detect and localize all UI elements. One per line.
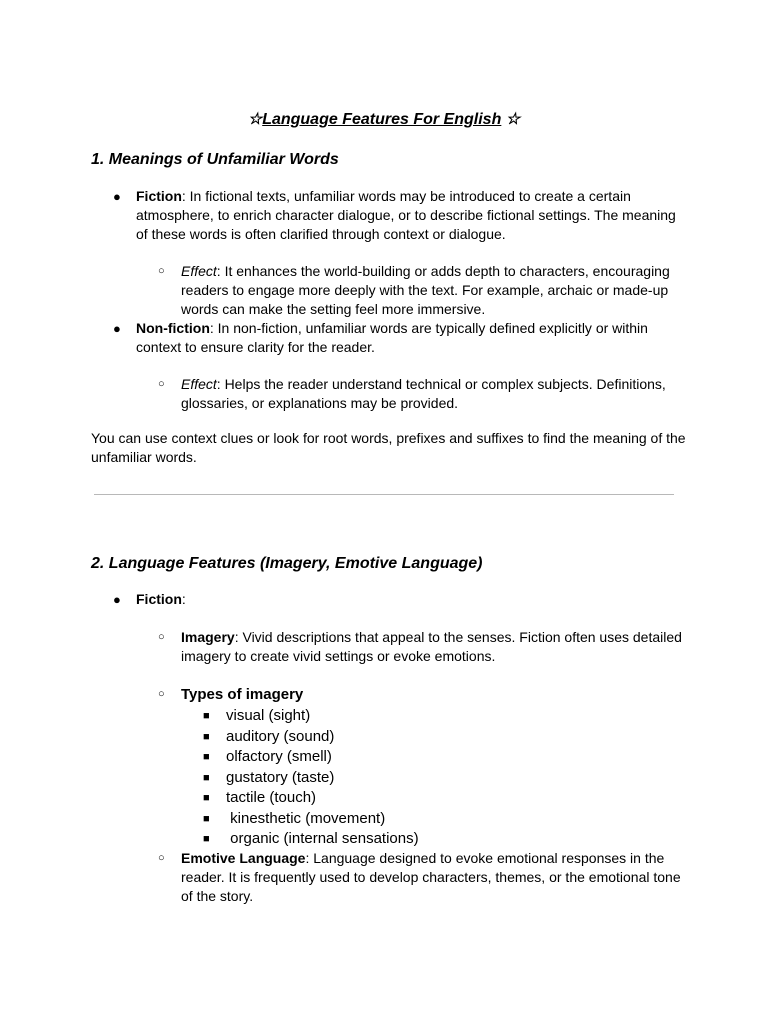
list-item: auditory (sound) bbox=[226, 727, 335, 745]
text-line: : In non-fiction, unfamiliar words are typically defined explicitly or within bbox=[209, 320, 648, 336]
imagery-definition bbox=[181, 628, 682, 666]
text-line: glossaries, or explanations may be provided. bbox=[181, 395, 459, 411]
title-text: Language Features For English bbox=[262, 111, 502, 128]
text-line: of the story. bbox=[181, 888, 254, 904]
bullet-icon: ● bbox=[113, 189, 121, 204]
text-line: imagery to create vivid settings or evoke emotions. bbox=[181, 648, 496, 664]
text-line: readers to engage more deeply with the text. For example, archaic or made-up bbox=[181, 282, 669, 298]
square-bullet-icon: ■ bbox=[203, 812, 210, 825]
list-item: gustatory (taste) bbox=[226, 768, 335, 786]
text-line: : Vivid descriptions that appeal to the senses. Fiction often uses detailed bbox=[234, 629, 682, 645]
section-2-heading: 2. Language Features (Imagery, Emotive Language) bbox=[91, 555, 483, 572]
square-bullet-icon: ■ bbox=[203, 792, 210, 804]
star-icon: ☆ bbox=[505, 111, 521, 128]
square-bullet-icon: ■ bbox=[203, 771, 210, 784]
bullet-icon: ● bbox=[113, 592, 121, 607]
fiction-label: Fiction bbox=[136, 188, 182, 204]
text-line: words can make the setting feel more immersive. bbox=[181, 301, 486, 317]
types-of-imagery-label bbox=[181, 685, 303, 705]
circle-bullet-icon: ○ bbox=[158, 852, 165, 864]
text-line: : It enhances the world-building or adds depth to characters, encouraging bbox=[216, 263, 670, 279]
nonfiction-label: Non-fiction bbox=[136, 320, 210, 336]
text-line: : In fictional texts, unfamiliar words may be introduced to create a certain bbox=[181, 188, 631, 204]
horizontal-divider bbox=[94, 494, 674, 495]
fiction-definition bbox=[136, 187, 676, 244]
fiction-label: Fiction bbox=[136, 591, 182, 607]
text-line: : Language designed to evoke emotional responses in the bbox=[305, 850, 665, 866]
effect-label: Effect bbox=[181, 263, 217, 279]
nonfiction-effect bbox=[181, 375, 666, 413]
fiction-subheading bbox=[136, 590, 186, 609]
list-item: kinesthetic (movement) bbox=[226, 809, 386, 827]
list-item: olfactory (smell) bbox=[226, 748, 332, 765]
colon-text: : bbox=[181, 591, 186, 607]
circle-bullet-icon: ○ bbox=[158, 688, 165, 700]
text-line: atmosphere, to enrich character dialogue, or to describe fictional settings. The meaning bbox=[136, 207, 676, 223]
types-label: Types of imagery bbox=[181, 686, 304, 703]
text-line: context to ensure clarity for the reader. bbox=[136, 339, 375, 355]
section-1-heading: 1. Meanings of Unfamiliar Words bbox=[91, 151, 339, 168]
text-line: of these words is often clarified through context or dialogue. bbox=[136, 226, 506, 242]
document-title bbox=[0, 110, 768, 130]
list-item: organic (internal sensations) bbox=[226, 830, 419, 847]
star-icon: ☆ bbox=[247, 111, 263, 128]
nonfiction-definition bbox=[136, 319, 648, 357]
square-bullet-icon: ■ bbox=[203, 730, 210, 743]
effect-label: Effect bbox=[181, 376, 217, 392]
circle-bullet-icon: ○ bbox=[158, 378, 165, 390]
square-bullet-icon: ■ bbox=[203, 710, 210, 722]
list-item: visual (sight) bbox=[226, 707, 311, 724]
square-bullet-icon: ■ bbox=[203, 751, 210, 763]
text-line: : Helps the reader understand technical or complex subjects. Definitions, bbox=[216, 376, 666, 392]
list-item: tactile (touch) bbox=[226, 789, 317, 806]
bullet-icon: ● bbox=[113, 321, 121, 336]
imagery-label: Imagery bbox=[181, 629, 235, 645]
fiction-effect bbox=[181, 262, 670, 319]
circle-bullet-icon: ○ bbox=[158, 265, 165, 277]
text-line: You can use context clues or look for root words, prefixes and suffixes to find the meaning of the bbox=[91, 430, 686, 446]
circle-bullet-icon: ○ bbox=[158, 631, 165, 643]
square-bullet-icon: ■ bbox=[203, 833, 210, 845]
text-line: reader. It is frequently used to develop characters, themes, or the emotional tone bbox=[181, 869, 681, 885]
text-line: unfamiliar words. bbox=[91, 449, 197, 465]
emotive-language-definition bbox=[181, 849, 681, 906]
context-clues-note bbox=[91, 429, 686, 467]
emotive-label: Emotive Language bbox=[181, 850, 306, 866]
